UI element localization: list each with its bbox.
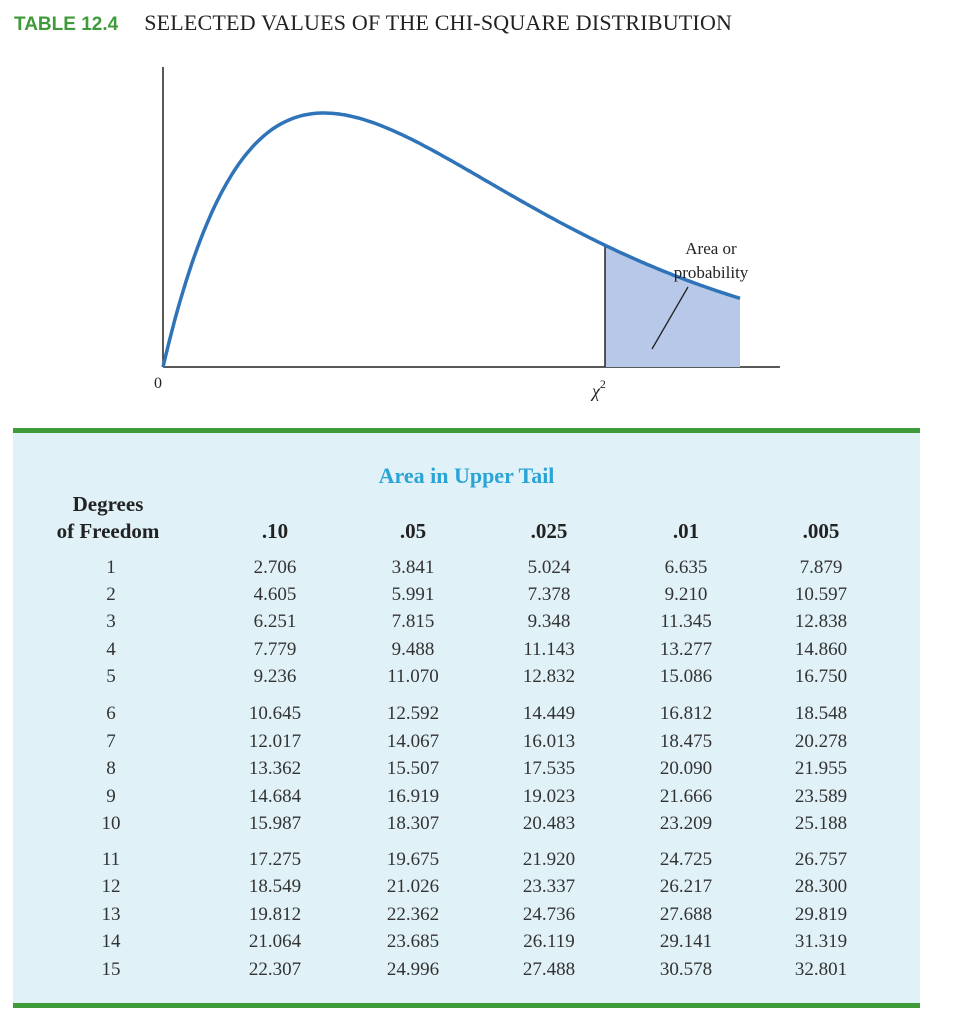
value-cell: 29.141 bbox=[659, 931, 713, 952]
value-cell: 7.879 bbox=[799, 557, 843, 578]
df-cell: 9 bbox=[106, 786, 116, 807]
value-cell: 16.812 bbox=[659, 703, 713, 724]
value-cell: 14.860 bbox=[794, 639, 848, 660]
value-cell: 17.275 bbox=[248, 849, 302, 870]
value-cell: 3.841 bbox=[391, 557, 435, 578]
df-cell: 4 bbox=[106, 639, 116, 660]
value-cell: 24.725 bbox=[659, 849, 713, 870]
value-cell: 23.337 bbox=[522, 876, 576, 897]
value-cell: 9.210 bbox=[664, 584, 708, 605]
value-cell: 11.070 bbox=[387, 666, 439, 687]
value-cell: 9.488 bbox=[391, 639, 435, 660]
value-cell: 26.119 bbox=[523, 931, 575, 952]
annotation-label-line2: probability bbox=[673, 263, 749, 282]
value-cell: 10.645 bbox=[248, 703, 302, 724]
value-cell: 2.706 bbox=[253, 557, 297, 578]
value-cell: 30.578 bbox=[659, 959, 713, 980]
value-cell: 31.319 bbox=[794, 931, 848, 952]
df-cell: 13 bbox=[101, 904, 121, 925]
value-cell: 21.955 bbox=[794, 758, 848, 779]
table-number: TABLE 12.4 bbox=[14, 14, 119, 35]
df-cell: 7 bbox=[106, 731, 116, 752]
value-cell: 29.819 bbox=[794, 904, 848, 925]
value-cell: 6.251 bbox=[253, 611, 297, 632]
value-cell: 24.996 bbox=[386, 959, 440, 980]
value-cell: 14.684 bbox=[248, 786, 302, 807]
chi-superscript: 2 bbox=[599, 377, 606, 391]
df-cell: 6 bbox=[106, 703, 116, 724]
value-cell: 7.815 bbox=[391, 611, 435, 632]
value-cell: 17.535 bbox=[522, 758, 576, 779]
df-cell: 1 bbox=[106, 557, 116, 578]
value-cell: 28.300 bbox=[794, 876, 848, 897]
value-cell: 21.064 bbox=[248, 931, 302, 952]
value-cell: 20.483 bbox=[522, 813, 576, 834]
column-header: .005 bbox=[802, 519, 840, 543]
table-title bbox=[14, 10, 732, 36]
df-cell: 11 bbox=[101, 849, 121, 870]
value-cell: 15.086 bbox=[659, 666, 713, 687]
value-cell: 12.832 bbox=[522, 666, 576, 687]
value-cell: 25.188 bbox=[794, 813, 848, 834]
value-cell: 23.589 bbox=[794, 786, 848, 807]
column-header: .05 bbox=[399, 519, 427, 543]
origin-label: 0 bbox=[154, 375, 162, 392]
value-cell: 6.635 bbox=[664, 557, 708, 578]
value-cell: 12.017 bbox=[248, 731, 302, 752]
df-cell: 12 bbox=[101, 876, 121, 897]
value-cell: 32.801 bbox=[794, 959, 848, 980]
table-title-text: SELECTED VALUES OF THE CHI-SQUARE DISTRIBUTION bbox=[144, 10, 733, 35]
value-cell: 23.685 bbox=[386, 931, 440, 952]
df-cell: 10 bbox=[101, 813, 121, 834]
dof-header-line2: of Freedom bbox=[56, 519, 160, 543]
value-cell: 14.449 bbox=[522, 703, 576, 724]
column-header: .10 bbox=[261, 519, 289, 543]
value-cell: 11.345 bbox=[660, 611, 712, 632]
value-cell: 24.736 bbox=[522, 904, 576, 925]
value-cell: 22.307 bbox=[248, 959, 302, 980]
value-cell: 27.488 bbox=[522, 959, 576, 980]
value-cell: 9.348 bbox=[527, 611, 571, 632]
value-cell: 12.592 bbox=[386, 703, 440, 724]
value-cell: 13.362 bbox=[248, 758, 302, 779]
value-cell: 20.090 bbox=[659, 758, 713, 779]
value-cell: 27.688 bbox=[659, 904, 713, 925]
column-header: .025 bbox=[530, 519, 568, 543]
value-cell: 14.067 bbox=[386, 731, 440, 752]
chi-symbol: χ bbox=[592, 381, 600, 401]
value-cell: 26.217 bbox=[659, 876, 713, 897]
value-cell: 21.666 bbox=[659, 786, 713, 807]
chi-square-label bbox=[590, 377, 606, 401]
dof-header-line1: Degrees bbox=[72, 492, 144, 516]
value-cell: 7.779 bbox=[253, 639, 297, 660]
column-header: .01 bbox=[672, 519, 700, 543]
df-cell: 15 bbox=[101, 959, 121, 980]
value-cell: 19.812 bbox=[248, 904, 302, 925]
annotation-label-line1: Area or bbox=[685, 239, 737, 258]
value-cell: 21.920 bbox=[522, 849, 576, 870]
value-cell: 18.549 bbox=[248, 876, 302, 897]
value-cell: 10.597 bbox=[794, 584, 848, 605]
df-cell: 5 bbox=[106, 666, 116, 687]
value-cell: 20.278 bbox=[794, 731, 848, 752]
chi-square-density-figure bbox=[0, 55, 800, 415]
value-cell: 18.307 bbox=[386, 813, 440, 834]
value-cell: 16.750 bbox=[794, 666, 848, 687]
value-cell: 15.507 bbox=[386, 758, 440, 779]
value-cell: 11.143 bbox=[523, 639, 575, 660]
value-cell: 15.987 bbox=[248, 813, 302, 834]
area-caption: Area in Upper Tail bbox=[378, 463, 555, 488]
value-cell: 5.024 bbox=[527, 557, 571, 578]
value-cell: 18.475 bbox=[659, 731, 713, 752]
df-cell: 3 bbox=[106, 611, 116, 632]
value-cell: 9.236 bbox=[253, 666, 297, 687]
value-cell: 19.675 bbox=[386, 849, 440, 870]
df-cell: 14 bbox=[101, 931, 121, 952]
value-cell: 12.838 bbox=[794, 611, 848, 632]
value-cell: 4.605 bbox=[253, 584, 297, 605]
value-cell: 21.026 bbox=[386, 876, 440, 897]
df-cell: 8 bbox=[106, 758, 116, 779]
value-cell: 16.013 bbox=[522, 731, 576, 752]
table-panel bbox=[13, 428, 920, 1008]
value-cell: 16.919 bbox=[386, 786, 440, 807]
value-cell: 13.277 bbox=[659, 639, 713, 660]
value-cell: 23.209 bbox=[659, 813, 713, 834]
df-cell: 2 bbox=[106, 584, 116, 605]
value-cell: 18.548 bbox=[794, 703, 848, 724]
value-cell: 26.757 bbox=[794, 849, 848, 870]
table-body bbox=[13, 433, 920, 1003]
value-cell: 19.023 bbox=[522, 786, 576, 807]
value-cell: 22.362 bbox=[386, 904, 440, 925]
value-cell: 5.991 bbox=[391, 584, 435, 605]
value-cell: 7.378 bbox=[527, 584, 571, 605]
